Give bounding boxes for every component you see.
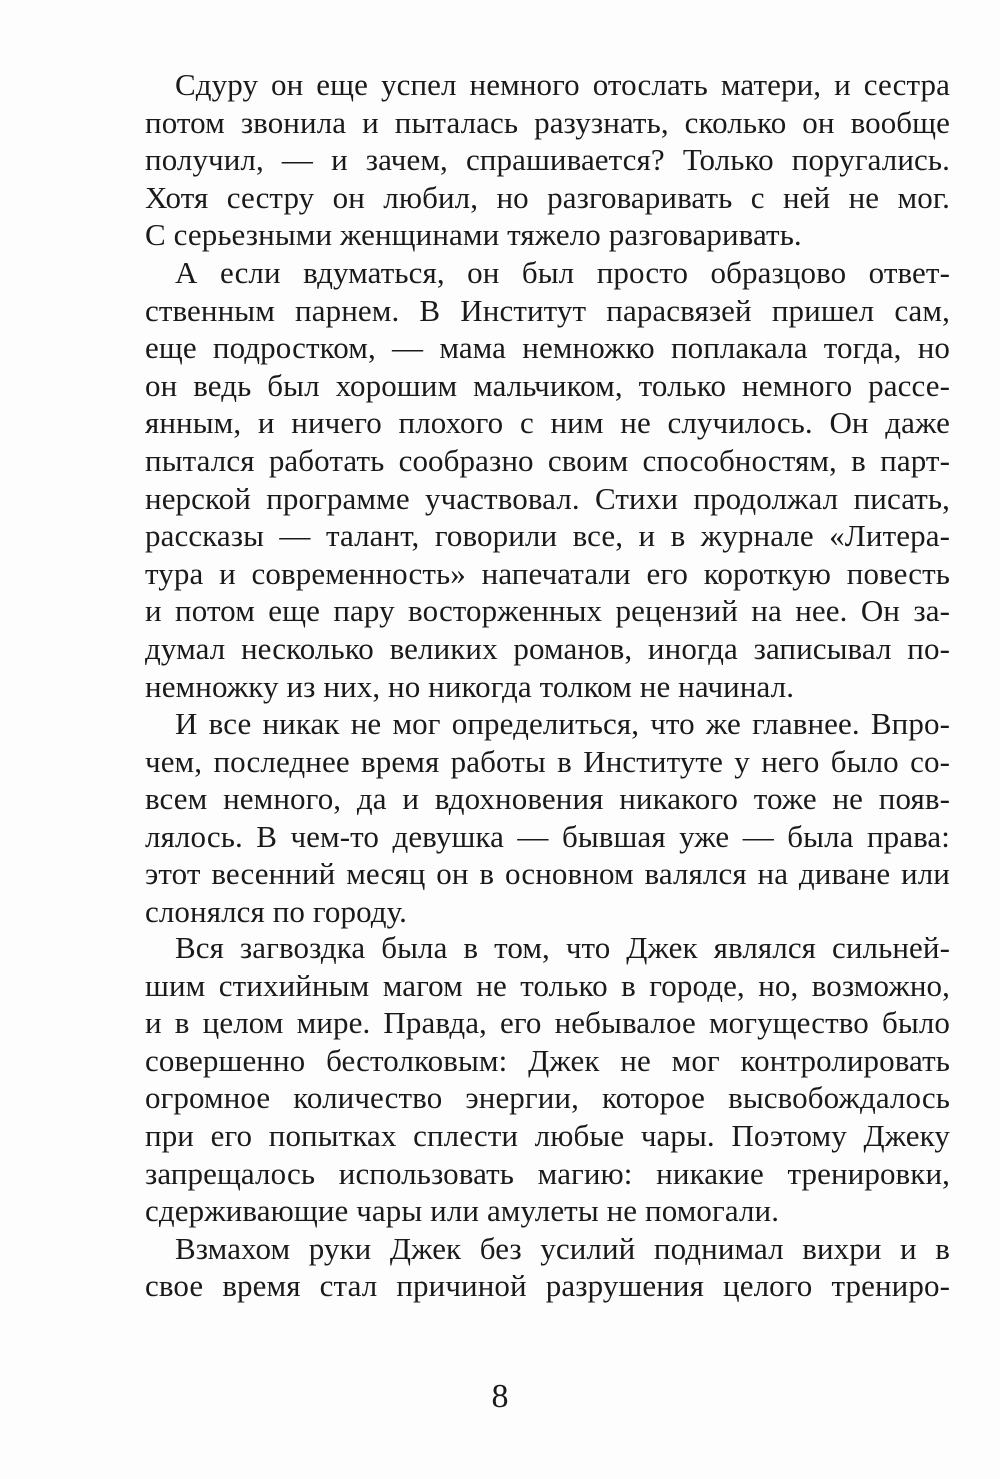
text-line: нерской программе участвовал. Стихи продолжал писать, xyxy=(145,480,950,516)
text-line: рассказы — талант, говорили все, и в журнале «Литера- xyxy=(145,518,950,554)
text-line: он ведь был хорошим мальчиком, только немного рассе- xyxy=(145,367,950,403)
text-line: Вся загвоздка была в том, что Джек являлся сильней- xyxy=(175,930,950,965)
text-line: огромное количество энергии, которое высвобождалось xyxy=(145,1080,950,1116)
text-line: думал несколько великих романов, иногда записывал по- xyxy=(145,630,950,666)
text-line: при его попытках сплести любые чары. Поэтому Джеку xyxy=(145,1117,950,1153)
text-line: И все никак не мог определиться, что же главнее. Впро- xyxy=(175,706,950,742)
page-number: 8 xyxy=(491,1378,509,1415)
text-line: немножку из них, но никогда толком не начинал. xyxy=(145,668,795,704)
text-section-2 xyxy=(145,929,950,1305)
text-line: слонялся по городу. xyxy=(145,894,408,930)
text-line: лялось. В чем-то девушка — бывшая уже — была права: xyxy=(145,818,950,854)
text-line: пытался работать сообразно своим способностям, в парт- xyxy=(145,442,950,478)
text-section-1 xyxy=(145,66,950,931)
text-line: Сдуру он еще успел немного отослать матери, и сестра xyxy=(175,67,950,102)
text-line: ственным парнем. В Институт парасвязей пришел сам, xyxy=(145,292,950,328)
text-line: запрещалось использовать магию: никакие тренировки, xyxy=(145,1155,950,1191)
text-line: совершенно бестолковым: Джек не мог контролировать xyxy=(145,1042,950,1078)
text-line: тура и современность» напечатали его короткую повесть xyxy=(145,555,950,591)
text-line: и в целом мире. Правда, его небывалое могущество было xyxy=(145,1005,950,1041)
text-line: Хотя сестру он любил, но разговаривать с ней не мог. xyxy=(145,179,950,215)
text-line: и потом еще пару восторженных рецензий на нее. Он за- xyxy=(145,593,950,629)
text-line: Взмахом руки Джек без усилий поднимал вихри и в xyxy=(175,1230,950,1266)
text-line: янным, и ничего плохого с ним не случилось. Он даже xyxy=(145,405,950,441)
text-line: потом звонила и пыталась разузнать, сколько он вообще xyxy=(145,104,950,140)
text-line: свое время стал причиной разрушения целого трениро- xyxy=(145,1268,950,1304)
text-line: сдерживающие чары или амулеты не помогали. xyxy=(145,1193,780,1229)
text-line: еще подростком, — мама немножко поплакала тогда, но xyxy=(145,330,950,366)
text-line: всем немного, да и вдохновения никакого тоже не появ- xyxy=(145,781,950,817)
text-line: чем, последнее время работы в Институте у него было со- xyxy=(145,743,950,779)
text-line: А если вдуматься, он был просто образцово ответ- xyxy=(175,254,950,290)
text-line: этот весенний месяц он в основном валялся на диване или xyxy=(145,856,950,892)
text-line: С серьезными женщинами тяжело разговаривать. xyxy=(145,217,802,253)
text-line: шим стихийным магом не только в городе, но, возможно, xyxy=(145,967,950,1003)
text-line: получил, — и зачем, спрашивается? Только поругались. xyxy=(145,142,950,178)
